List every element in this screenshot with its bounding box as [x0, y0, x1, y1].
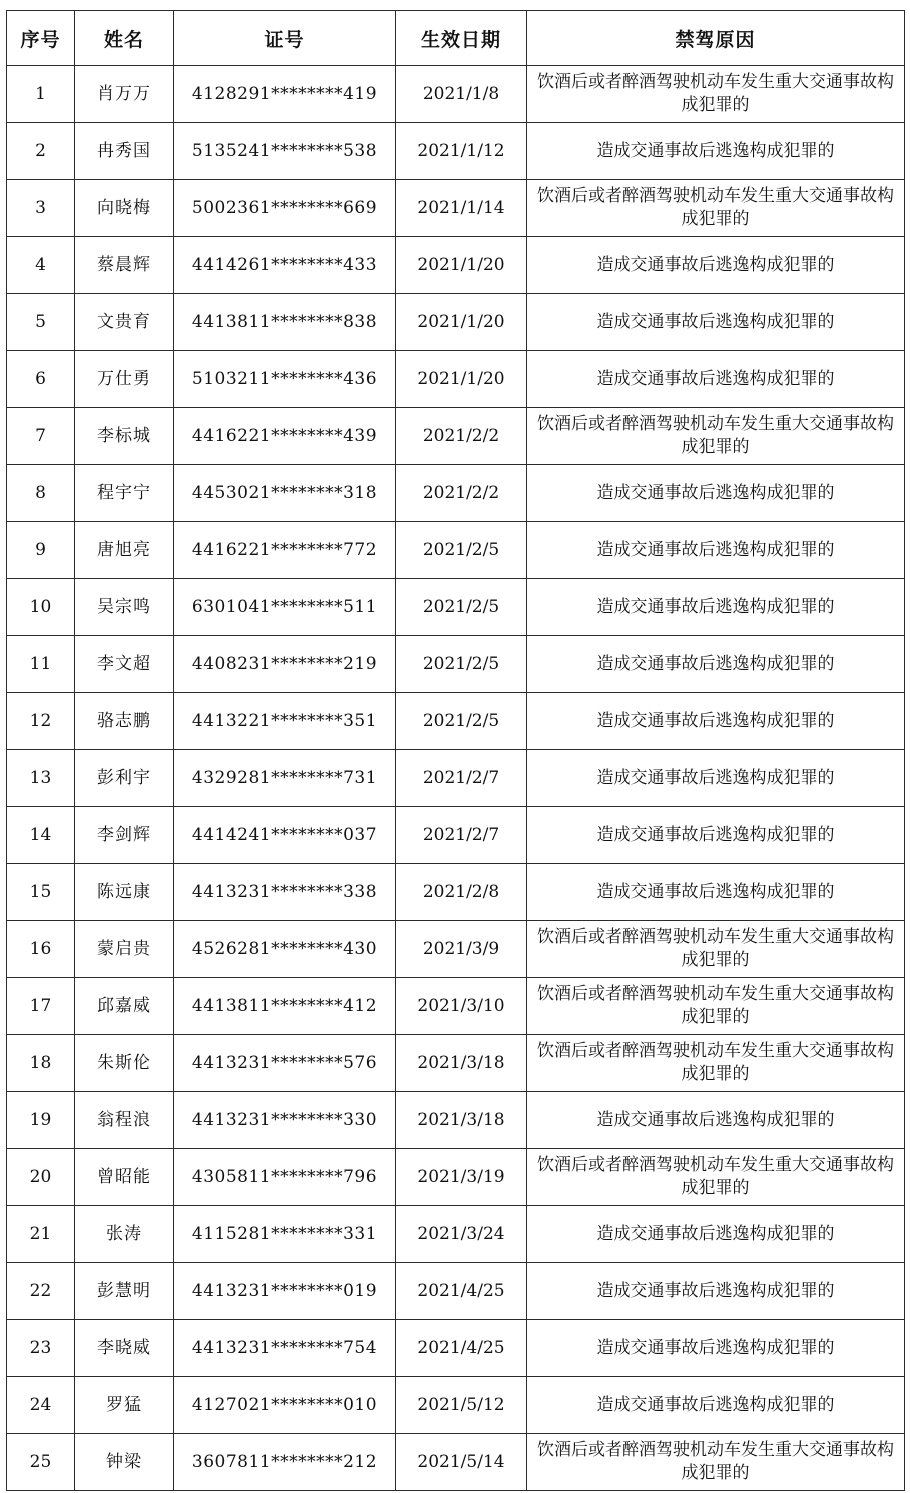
serial-number-cell: 23 [7, 1320, 75, 1377]
ban-reason-cell: 饮酒后或者醉酒驾驶机动车发生重大交通事故构成犯罪的 [527, 921, 905, 978]
table-header-row [7, 11, 905, 66]
license-number-cell: 5002361********669 [174, 180, 396, 237]
name-cell: 朱斯伦 [75, 1035, 174, 1092]
license-number-cell: 4414261********433 [174, 237, 396, 294]
license-number-cell: 4413231********330 [174, 1092, 396, 1149]
effective-date-cell: 2021/3/18 [396, 1092, 527, 1149]
table-row [7, 123, 905, 180]
ban-reason-cell: 造成交通事故后逃逸构成犯罪的 [527, 294, 905, 351]
ban-reason-cell: 造成交通事故后逃逸构成犯罪的 [527, 123, 905, 180]
effective-date-cell: 2021/1/12 [396, 123, 527, 180]
license-number-cell: 4413231********338 [174, 864, 396, 921]
header-name: 姓名 [75, 11, 174, 66]
serial-number-cell: 8 [7, 465, 75, 522]
license-number-cell: 3607811********212 [174, 1434, 396, 1491]
effective-date-cell: 2021/4/25 [396, 1263, 527, 1320]
ban-reason-cell: 造成交通事故后逃逸构成犯罪的 [527, 636, 905, 693]
license-number-cell: 4413231********754 [174, 1320, 396, 1377]
effective-date-cell: 2021/1/20 [396, 351, 527, 408]
ban-reason-cell: 饮酒后或者醉酒驾驶机动车发生重大交通事故构成犯罪的 [527, 978, 905, 1035]
serial-number-cell: 14 [7, 807, 75, 864]
license-number-cell: 4414241********037 [174, 807, 396, 864]
effective-date-cell: 2021/3/19 [396, 1149, 527, 1206]
name-cell: 万仕勇 [75, 351, 174, 408]
ban-reason-cell: 饮酒后或者醉酒驾驶机动车发生重大交通事故构成犯罪的 [527, 66, 905, 123]
serial-number-cell: 4 [7, 237, 75, 294]
effective-date-cell: 2021/2/7 [396, 807, 527, 864]
name-cell: 程宇宁 [75, 465, 174, 522]
ban-reason-cell: 饮酒后或者醉酒驾驶机动车发生重大交通事故构成犯罪的 [527, 1149, 905, 1206]
table-row [7, 921, 905, 978]
header-license-number: 证号 [174, 11, 396, 66]
license-number-cell: 4413811********838 [174, 294, 396, 351]
table-row [7, 180, 905, 237]
name-cell: 骆志鹏 [75, 693, 174, 750]
name-cell: 邱嘉威 [75, 978, 174, 1035]
ban-reason-cell: 饮酒后或者醉酒驾驶机动车发生重大交通事故构成犯罪的 [527, 408, 905, 465]
ban-reason-cell: 造成交通事故后逃逸构成犯罪的 [527, 522, 905, 579]
effective-date-cell: 2021/1/8 [396, 66, 527, 123]
ban-reason-cell: 造成交通事故后逃逸构成犯罪的 [527, 750, 905, 807]
name-cell: 曾昭能 [75, 1149, 174, 1206]
license-number-cell: 4128291********419 [174, 66, 396, 123]
serial-number-cell: 1 [7, 66, 75, 123]
table-row [7, 1320, 905, 1377]
serial-number-cell: 22 [7, 1263, 75, 1320]
table-row [7, 1434, 905, 1491]
effective-date-cell: 2021/5/12 [396, 1377, 527, 1434]
effective-date-cell: 2021/3/10 [396, 978, 527, 1035]
serial-number-cell: 18 [7, 1035, 75, 1092]
serial-number-cell: 7 [7, 408, 75, 465]
ban-reason-cell: 造成交通事故后逃逸构成犯罪的 [527, 807, 905, 864]
ban-reason-cell: 造成交通事故后逃逸构成犯罪的 [527, 579, 905, 636]
header-ban-reason: 禁驾原因 [527, 11, 905, 66]
name-cell: 彭慧明 [75, 1263, 174, 1320]
table-row [7, 465, 905, 522]
license-number-cell: 4416221********439 [174, 408, 396, 465]
table-row [7, 1206, 905, 1263]
license-number-cell: 4413231********019 [174, 1263, 396, 1320]
name-cell: 罗猛 [75, 1377, 174, 1434]
serial-number-cell: 2 [7, 123, 75, 180]
license-number-cell: 4305811********796 [174, 1149, 396, 1206]
serial-number-cell: 21 [7, 1206, 75, 1263]
ban-reason-cell: 造成交通事故后逃逸构成犯罪的 [527, 351, 905, 408]
serial-number-cell: 25 [7, 1434, 75, 1491]
effective-date-cell: 2021/1/20 [396, 237, 527, 294]
license-number-cell: 4413231********576 [174, 1035, 396, 1092]
name-cell: 钟梁 [75, 1434, 174, 1491]
license-number-cell: 4408231********219 [174, 636, 396, 693]
table-row [7, 864, 905, 921]
license-number-cell: 4413221********351 [174, 693, 396, 750]
table-row [7, 978, 905, 1035]
table-row [7, 1377, 905, 1434]
table-row [7, 408, 905, 465]
driving-ban-table [6, 10, 905, 1491]
name-cell: 李剑辉 [75, 807, 174, 864]
effective-date-cell: 2021/2/5 [396, 522, 527, 579]
ban-reason-cell: 造成交通事故后逃逸构成犯罪的 [527, 1320, 905, 1377]
table-row [7, 66, 905, 123]
header-effective-date: 生效日期 [396, 11, 527, 66]
name-cell: 李标城 [75, 408, 174, 465]
serial-number-cell: 10 [7, 579, 75, 636]
serial-number-cell: 12 [7, 693, 75, 750]
name-cell: 唐旭亮 [75, 522, 174, 579]
effective-date-cell: 2021/2/5 [396, 579, 527, 636]
name-cell: 李晓威 [75, 1320, 174, 1377]
effective-date-cell: 2021/2/2 [396, 465, 527, 522]
name-cell: 文贵育 [75, 294, 174, 351]
table-row [7, 351, 905, 408]
effective-date-cell: 2021/2/8 [396, 864, 527, 921]
name-cell: 陈远康 [75, 864, 174, 921]
name-cell: 吴宗鸣 [75, 579, 174, 636]
table-row [7, 1149, 905, 1206]
serial-number-cell: 16 [7, 921, 75, 978]
serial-number-cell: 17 [7, 978, 75, 1035]
name-cell: 冉秀国 [75, 123, 174, 180]
license-number-cell: 4416221********772 [174, 522, 396, 579]
license-number-cell: 4115281********331 [174, 1206, 396, 1263]
license-number-cell: 6301041********511 [174, 579, 396, 636]
serial-number-cell: 19 [7, 1092, 75, 1149]
table-row [7, 636, 905, 693]
serial-number-cell: 6 [7, 351, 75, 408]
effective-date-cell: 2021/1/20 [396, 294, 527, 351]
ban-reason-cell: 造成交通事故后逃逸构成犯罪的 [527, 465, 905, 522]
serial-number-cell: 11 [7, 636, 75, 693]
license-number-cell: 5135241********538 [174, 123, 396, 180]
effective-date-cell: 2021/5/14 [396, 1434, 527, 1491]
ban-reason-cell: 造成交通事故后逃逸构成犯罪的 [527, 693, 905, 750]
effective-date-cell: 2021/2/7 [396, 750, 527, 807]
serial-number-cell: 9 [7, 522, 75, 579]
ban-reason-cell: 造成交通事故后逃逸构成犯罪的 [527, 1092, 905, 1149]
name-cell: 蔡晨辉 [75, 237, 174, 294]
table-row [7, 1092, 905, 1149]
ban-reason-cell: 饮酒后或者醉酒驾驶机动车发生重大交通事故构成犯罪的 [527, 180, 905, 237]
effective-date-cell: 2021/2/5 [396, 636, 527, 693]
ban-reason-cell: 造成交通事故后逃逸构成犯罪的 [527, 1206, 905, 1263]
name-cell: 彭利宇 [75, 750, 174, 807]
license-number-cell: 4329281********731 [174, 750, 396, 807]
ban-reason-cell: 造成交通事故后逃逸构成犯罪的 [527, 237, 905, 294]
ban-reason-cell: 饮酒后或者醉酒驾驶机动车发生重大交通事故构成犯罪的 [527, 1035, 905, 1092]
license-number-cell: 5103211********436 [174, 351, 396, 408]
serial-number-cell: 20 [7, 1149, 75, 1206]
table-row [7, 579, 905, 636]
serial-number-cell: 15 [7, 864, 75, 921]
name-cell: 向晓梅 [75, 180, 174, 237]
effective-date-cell: 2021/4/25 [396, 1320, 527, 1377]
effective-date-cell: 2021/3/9 [396, 921, 527, 978]
effective-date-cell: 2021/1/14 [396, 180, 527, 237]
table-row [7, 237, 905, 294]
serial-number-cell: 3 [7, 180, 75, 237]
name-cell: 李文超 [75, 636, 174, 693]
serial-number-cell: 13 [7, 750, 75, 807]
serial-number-cell: 24 [7, 1377, 75, 1434]
table-row [7, 1035, 905, 1092]
effective-date-cell: 2021/3/18 [396, 1035, 527, 1092]
table-row [7, 294, 905, 351]
table-body [7, 66, 905, 1491]
effective-date-cell: 2021/2/2 [396, 408, 527, 465]
license-number-cell: 4526281********430 [174, 921, 396, 978]
license-number-cell: 4413811********412 [174, 978, 396, 1035]
table-row [7, 693, 905, 750]
name-cell: 翁程浪 [75, 1092, 174, 1149]
license-number-cell: 4453021********318 [174, 465, 396, 522]
license-number-cell: 4127021********010 [174, 1377, 396, 1434]
table-row [7, 522, 905, 579]
name-cell: 张涛 [75, 1206, 174, 1263]
ban-reason-cell: 造成交通事故后逃逸构成犯罪的 [527, 864, 905, 921]
name-cell: 蒙启贵 [75, 921, 174, 978]
serial-number-cell: 5 [7, 294, 75, 351]
table-row [7, 1263, 905, 1320]
header-serial-number: 序号 [7, 11, 75, 66]
ban-reason-cell: 造成交通事故后逃逸构成犯罪的 [527, 1377, 905, 1434]
table-row [7, 750, 905, 807]
table-row [7, 807, 905, 864]
ban-reason-cell: 饮酒后或者醉酒驾驶机动车发生重大交通事故构成犯罪的 [527, 1434, 905, 1491]
ban-reason-cell: 造成交通事故后逃逸构成犯罪的 [527, 1263, 905, 1320]
effective-date-cell: 2021/2/5 [396, 693, 527, 750]
effective-date-cell: 2021/3/24 [396, 1206, 527, 1263]
name-cell: 肖万万 [75, 66, 174, 123]
